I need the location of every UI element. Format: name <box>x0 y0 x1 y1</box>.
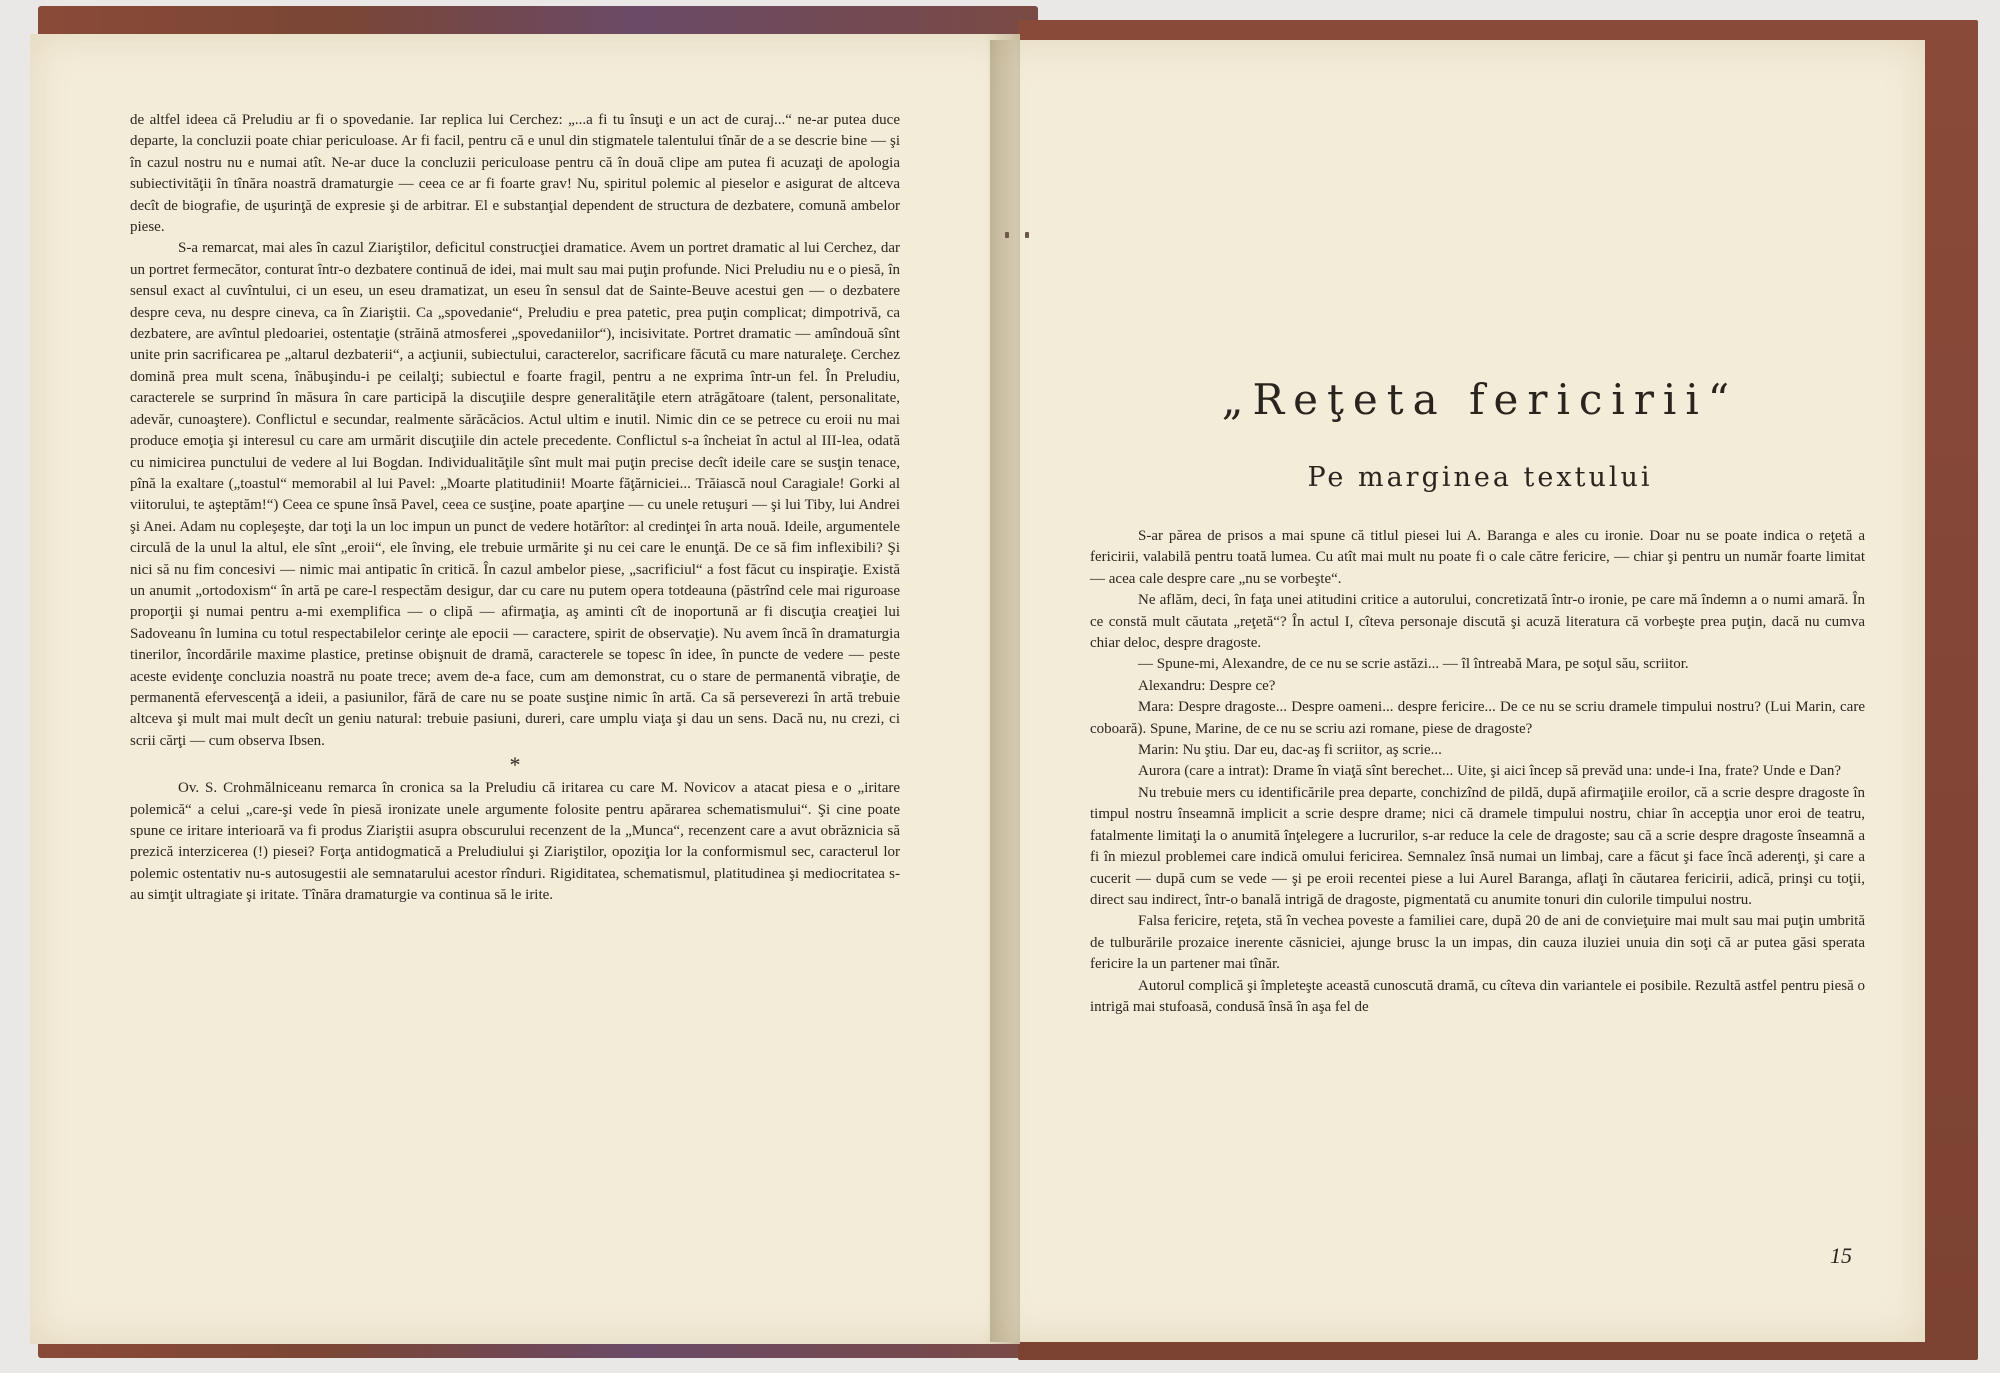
left-paragraph: Ov. S. Crohmălniceanu remarca în cronica sa la Preludiu că iritarea cu care M. Novicov a atacat piesa e o „iritare polemică“ a celui „care-şi vede în piesă ironizate unele argumente folosite pentru apărarea schematismului“. Şi cine poate spune ce iritare interioară va fi produs Ziariştii asupra obscurului recenzent de la „Munca“, recenzent care a avut obrăznicia să prezică interzicerea (!) piesei? Forţa antidogmatică a Preludiului şi Ziariştilor, opoziţia lor la conformismul sec, caracterul lor polemic ostentativ nu-s autosugestii ale semnatarului acestor rînduri. Rigiditatea, schematismul, platitudinea şi mediocritatea s-au simţit ultragiate şi iritate. Tînăra dramaturgie va continua să le irite. <box>130 780 900 904</box>
binding-mark <box>1005 232 1009 238</box>
left-paragraph: de altfel ideea că Preludiu ar fi o spovedanie. Iar replica lui Cerchez: „...a fi tu însuţi e un act de curaj...“ ne-ar putea duce departe, la concluzii poate chiar periculoase. Ar fi facil, pentru că e unul din stigmatele talentului tînăr de a se descrie bine — şi în cazul nostru nu e numai atît. Ne-ar duce la concluzii periculoase pentru că în două clipe am putea fi acuzaţi de apologia subiectivităţii în tînăra noastră dramaturgie — ceea ce ar fi foarte grav! Nu, spiritul polemic al pieselor e asigurat de altceva decît de biografie, de uşurinţă de expresie şi de arbitrar. El e substanţial dependent de structura de dezbatere, comună ambelor piese. <box>130 112 900 236</box>
article-title: „Reţeta fericirii“ <box>1221 375 1739 424</box>
page-number: 15 <box>1830 1243 1852 1268</box>
binding-mark <box>1025 232 1029 238</box>
right-paragraph: Alexandru: Despre ce? <box>1138 677 1276 694</box>
right-paragraph: Ne aflăm, deci, în faţa unei atitudini critice a autorului, concretizată într-o ironie, pe care mă îndemn a o numi amară. În ce constă mult căutata „reţetă“? În actul I, cîteva personaje discută şi acuză literatura că vorbeşte prea puţin, dacă nu cumva chiar deloc, despre dragoste. <box>1090 592 1865 652</box>
right-paragraph: — Spune-mi, Alexandre, de ce nu se scrie astăzi... — îl întreabă Mara, pe soţul său, scriitor. <box>1138 656 1689 673</box>
right-paragraph: Autorul complică şi împleteşte această cunoscută dramă, cu cîteva din variantele ei posibile. Rezultă astfel pentru piesă o intrigă mai stufoasă, condusă însă în aşa fel de <box>1090 977 1865 1015</box>
right-paragraph: Mara: Despre dragoste... Despre oameni... despre fericire... De ce nu se scriu dramele timpului nostru? (Lui Marin, care coboară). Spune, Marine, de ce nu se scriu azi romane, piese de dragoste? <box>1090 699 1865 737</box>
section-separator: * <box>509 752 521 778</box>
right-paragraph: S-ar părea de prisos a mai spune că titlul piesei lui A. Baranga e ales cu ironie. Doar nu se poate indica o reţetă a fericirii, valabilă pentru toată lumea. Cu atît mai mult nu poate fi o cale către fericire, — chiar şi pentru un număr foarte limitat — acea cale despre care „nu se vorbeşte“. <box>1090 528 1865 587</box>
left-paragraph: S-a remarcat, mai ales în cazul Ziariştilor, deficitul construcţiei dramatice. Avem un portret dramatic al lui Cerchez, dar un portret fermecător, conturat într-o dezbatere continuă de idei, mai mult sau mai puţin profunde. Nici Preludiu nu e o piesă, în sensul exact al cuvîntului, ci un eseu, un eseu dramatizat, un eseu în sensul dat de Sainte-Beuve acestui gen — o dezbatere despre ceva, nu despre cineva, ca în Ziariştii. Ca „spovedanie“, Preludiu e prea patetic, prea puţin complicat; dimpotrivă, ca dezbatere, are avîntul pledoariei, ostentaţie (străină atmosferei „spovedaniilor“), incisivitate. Portret dramatic — amîndouă sînt unite prin sacrificarea pe „altarul dezbaterii“, a acţiunii, subiectului, caracterelor, sacrificare făcută cu mare naturaleţe. Cerchez domină prea mult scena, înăbuşindu-i pe ceilalţi; subiectul e foarte fragil, pentru a ne exprima într-un fel. În Preludiu, caracterele se surprind în măsura în care participă la discuţiile despre generalităţile etern atrăgătoare (talent, personalitate, adevăr, cunoaştere). Conflictul e secundar, realmente sărăcăcios. Actul ultim e inutil. Nimic din ce se petrece cu eroii nu mai produce emoţia şi interesul cu care am urmărit discuţiile din actele precedente. Conflictul s-a încheiat în actul al III-lea, odată cu nimicirea punctului de vedere al lui Bogdan. Individualităţile sînt mult mai puţin precise decît ideile care se susţin tenace, pînă la exaltare („toastul“ memorabil al lui Pavel: „Moarte platitudinii! Moarte făţărniciei... Trăiască noul Caragiale! Gorki al viitorului, te aşteptăm!“) Ceea ce spune însă Pavel, ceea ce susţine, poate aparţine — cu unele retuşuri — şi lui Tiby, lui Andrei şi Anei. Adam nu copleşeşte, dar toţi la un loc impun un punct de vedere hotărîtor: al credinţei în arta nouă. Ideile, argumentele circulă de la unul la altul, ele sînt „eroii“, ele înving, ele trebuie urmărite şi nu cei care le enunţă. De ce să fim inflexibili? Şi nici să nu fim concesivi — nimic mai antipatic în critică. În cazul ambelor piese, „sacrificiul“ a fost făcut cu inspiraţie. Există un anumit „ortodoxism“ în artă pe care-l respectăm desigur, dar cu care nu putem opera totdeauna (păstrînd cele mai riguroase proporţii şi numai pentru a-mi exemplifica — o clipă — afirmaţia, aş aminti cît de inoportună ar fi discuţia creaţiei lui Sadoveanu în lumina cu totul respectabilelor cerinţe ale epocii — caractere, spirit de observaţie). Nu avem încă în dramaturgia tinerilor, încordările maxime plastice, pretinse obişnuit de dramă, caracterele se topesc în idee, în puncte de vedere — peste aceste evidenţe concluzia noastră nu poate trece; avem de-a face, cum am demonstrat, cu o stare de permanentă vibraţie, de permanentă efervescenţă a ideii, a pasiunilor, fără de care nu se poate susţine nimic în artă. Ca să perseverezi în artă trebuie altceva şi mult mai mult decît un geniu natural: trebuie pasiuni, dureri, care umplu viaţa şi dau un sens. Dacă nu, nu crezi, ci scrii cărţi — cum observa Ibsen. <box>130 240 900 749</box>
left-page-text <box>130 110 900 907</box>
right-paragraph: Aurora (care a intrat): Drame în viaţă sînt berechet... Uite, şi aici încep să prevăd una: unde-i Ina, frate? Unde e Dan? <box>1138 763 1842 780</box>
article-subtitle: Pe marginea textului <box>1307 462 1653 493</box>
page-gutter-right <box>990 40 1016 1342</box>
right-paragraph: Marin: Nu ştiu. Dar eu, dac-aş fi scriitor, aş scrie... <box>1138 742 1442 759</box>
right-paragraph: Nu trebuie mers cu identificările prea departe, conchizînd de pildă, după afirmaţiile eroilor, că a scrie despre dragoste în timpul nostru înseamnă implicit a scrie despre drame; nici că dramele timpului nostru, chiar în accepţia unor eroi de teatru, fatalmente limitaţi la o anumită înţelegere a lucrurilor, s-ar reduce la cele de dragoste; sau că a scrie despre dragoste înseamnă a fi în miezul problemei care indică omului fericirea. Semnalez însă numai un limbaj, care a făcut şi face încă aderenţi, şi care a cucerit — după cum se vede — şi pe eroii recentei piese a lui Aurel Baranga, aflaţi în căutarea fericirii, adică, prinşi cu toţii, direct sau indirect, într-o banală intrigă de dragoste, pigmentată cu anumite tonuri din culorile timpului nostru. <box>1090 784 1865 908</box>
right-paragraph: Falsa fericire, reţeta, stă în vechea poveste a familiei care, după 20 de ani de convieţuire mai mult sau mai puţin umbrită de tulburările prozaice inerente căsniciei, ajunge brusc la un impas, din cauza iluziei unuia din soţi că ar putea găsi sperata fericire la un partener mai tînăr. <box>1090 913 1865 973</box>
right-page-text <box>1090 526 1865 1018</box>
